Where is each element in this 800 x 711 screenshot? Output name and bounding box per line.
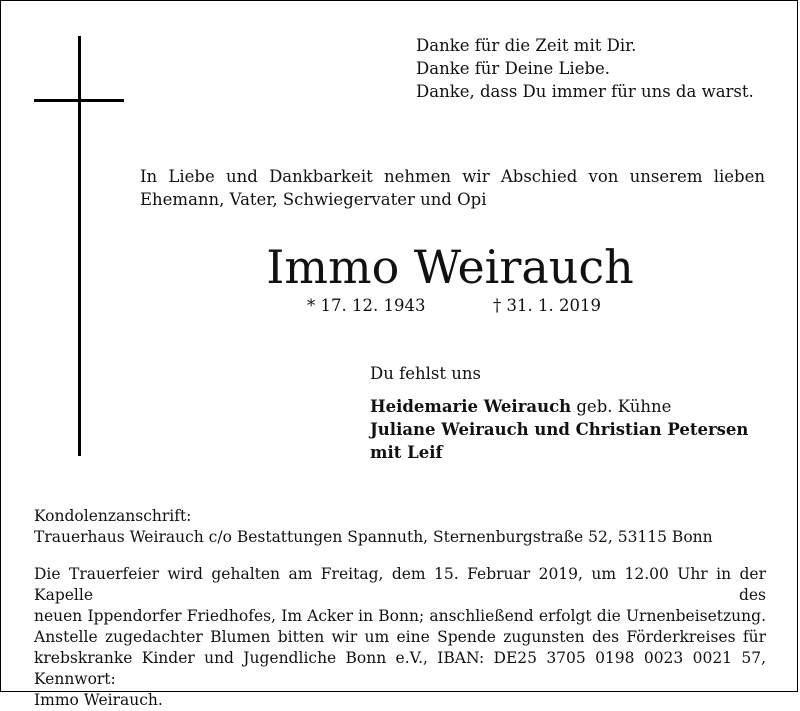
service-info (34, 564, 766, 711)
service-line: neuen Ippendorfer Friedhofes, Im Acker in Bonn; anschließend erfolgt die Urnenbeisetzung. (34, 607, 766, 625)
mourner-line (370, 395, 748, 418)
missing-line: Du fehlst uns (370, 364, 481, 383)
intro-line: Ehemann, Vater, Schwiegervater und Opi (140, 190, 487, 209)
condolence-address (34, 506, 774, 548)
deceased-name: Immo Weirauch (266, 240, 634, 294)
service-line: Die Trauerfeier wird gehalten am Freitag, dem 15. Februar 2019, um 12.00 Uhr in der Kapelle des (34, 565, 766, 604)
mourner-name: mit Leif (370, 443, 443, 462)
motto-line: Danke für die Zeit mit Dir. (416, 36, 637, 55)
mourner-name: Heidemarie Weirauch (370, 397, 572, 416)
service-line: Anstelle zugedachter Blumen bitten wir um eine Spende zugunsten des Förderkreises für (34, 628, 766, 646)
death-date: † 31. 1. 2019 (493, 296, 601, 315)
condolence-address-text: Trauerhaus Weirauch c/o Bestattungen Spannuth, Sternenburgstraße 52, 53115 Bonn (34, 528, 713, 546)
motto-line: Danke für Deine Liebe. (416, 59, 611, 78)
cross-horizontal-bar (34, 99, 124, 102)
birth-date: * 17. 12. 1943 (307, 296, 426, 315)
motto (416, 34, 796, 103)
mourner-line (370, 418, 748, 441)
condolence-label: Kondolenzanschrift: (34, 507, 192, 525)
mourner-name: Juliane Weirauch und Christian Petersen (370, 420, 749, 439)
mourners (370, 395, 748, 464)
intro-line: In Liebe und Dankbarkeit nehmen wir Abschied von unserem lieben (140, 167, 765, 186)
intro-text (140, 165, 765, 211)
motto-line: Danke, dass Du immer für uns da warst. (416, 82, 754, 101)
mourner-line (370, 441, 748, 464)
mourner-maiden-name: geb. Kühne (571, 397, 672, 416)
service-line: Immo Weirauch. (34, 691, 163, 709)
service-line: krebskranke Kinder und Jugendliche Bonn e.V., IBAN: DE25 3705 0198 0023 0021 57, Kennwort: (34, 649, 766, 688)
